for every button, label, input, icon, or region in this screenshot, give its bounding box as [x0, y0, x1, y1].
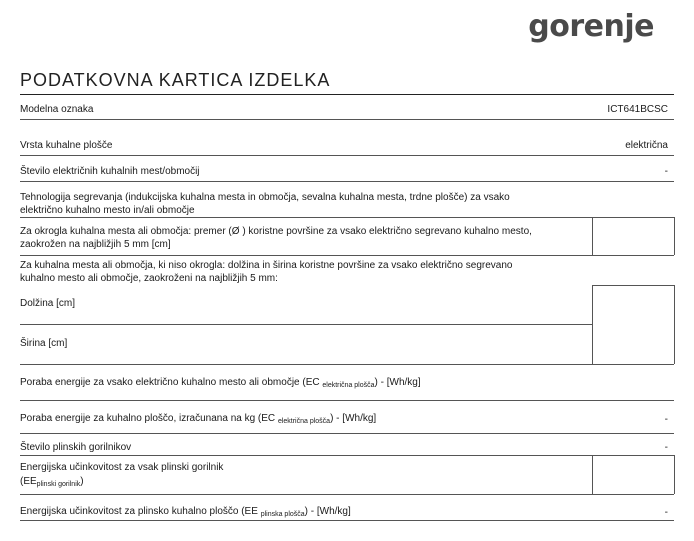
row-divider — [20, 364, 674, 365]
zones-count-label: Število električnih kuhalnih mest/območij — [20, 166, 200, 177]
model-value: ICT641BCSC — [607, 104, 668, 115]
gas-burners-value: - — [664, 442, 668, 453]
length-label: Dolžina [cm] — [20, 298, 76, 309]
row-divider — [20, 455, 674, 456]
hob-type-label: Vrsta kuhalne plošče — [20, 140, 113, 151]
row-divider — [20, 255, 674, 256]
gas-eff-hob-label: Energijska učinkovitost za plinsko kuhalno ploščo (EE $_{plinska plošča}$) - [Wh/kg] — [20, 506, 351, 518]
row-divider — [20, 217, 674, 218]
gorenje-logo: gorenje — [528, 9, 654, 44]
title-divider — [20, 94, 674, 95]
page-title: PODATKOVNA KARTICA IZDELKA — [20, 70, 331, 90]
value-box-border — [674, 455, 675, 494]
value-box-border — [674, 285, 675, 364]
zones-count-value: - — [664, 166, 668, 177]
width-label: Širina [cm] — [20, 338, 68, 349]
row-divider — [20, 155, 674, 156]
model-label: Modelna oznaka — [20, 104, 94, 115]
technology-label-line1: Tehnologija segrevanja (indukcijska kuhalna mesta in območja, sevalna kuhalna mesta, trdne plošče) za vsako — [20, 192, 510, 203]
value-box-border — [592, 455, 593, 494]
nonround-zones-label-line2: kuhalno mesto ali območje, zaokroženi na najbližjih 5 mm: — [20, 273, 278, 284]
hob-type-value: električna — [625, 140, 668, 151]
row-divider — [20, 400, 674, 401]
gas-eff-hob-value: - — [664, 507, 668, 518]
row-divider — [20, 494, 674, 495]
energy-hob-label: Poraba energije za kuhalno ploščo, izračunana na kg (EC $_{električna plošča}$) - [Wh/kg] — [20, 413, 377, 425]
gas-burners-label: Število plinskih gorilnikov — [20, 442, 132, 453]
gas-eff-each-label-line1: Energijska učinkovitost za vsak plinski gorilnik — [20, 462, 224, 473]
row-divider — [20, 433, 674, 434]
gas-eff-each-label-line2: $(EE_{plinski gorilnik})$ — [20, 476, 84, 488]
value-box-border — [674, 217, 675, 255]
row-divider — [20, 181, 674, 182]
nonround-zones-label-line1: Za kuhalna mesta ali območja, ki niso okrogla: dolžina in širina koristne površine za vsako električno segrevano — [20, 260, 513, 271]
technology-label-line2: električno kuhalno mesto in/ali območje — [20, 205, 195, 216]
energy-per-zone-label: Poraba energije za vsako električno kuhalno mesto ali območje (EC $_{električna plošča}$) - [Wh/kg] — [20, 377, 421, 389]
value-box-border — [592, 285, 593, 364]
row-divider — [20, 119, 674, 120]
value-box-border — [592, 217, 593, 255]
round-zones-label-line1: Za okrogla kuhalna mesta ali območja: premer (Ø ) koristne površine za vsako električno segrevano kuhalno mesto, — [20, 226, 532, 237]
round-zones-label-line2: zaokrožen na najbližjih 5 mm [cm] — [20, 239, 171, 250]
energy-hob-value: - — [664, 414, 668, 425]
value-box-border — [592, 285, 674, 286]
row-divider — [20, 324, 592, 325]
